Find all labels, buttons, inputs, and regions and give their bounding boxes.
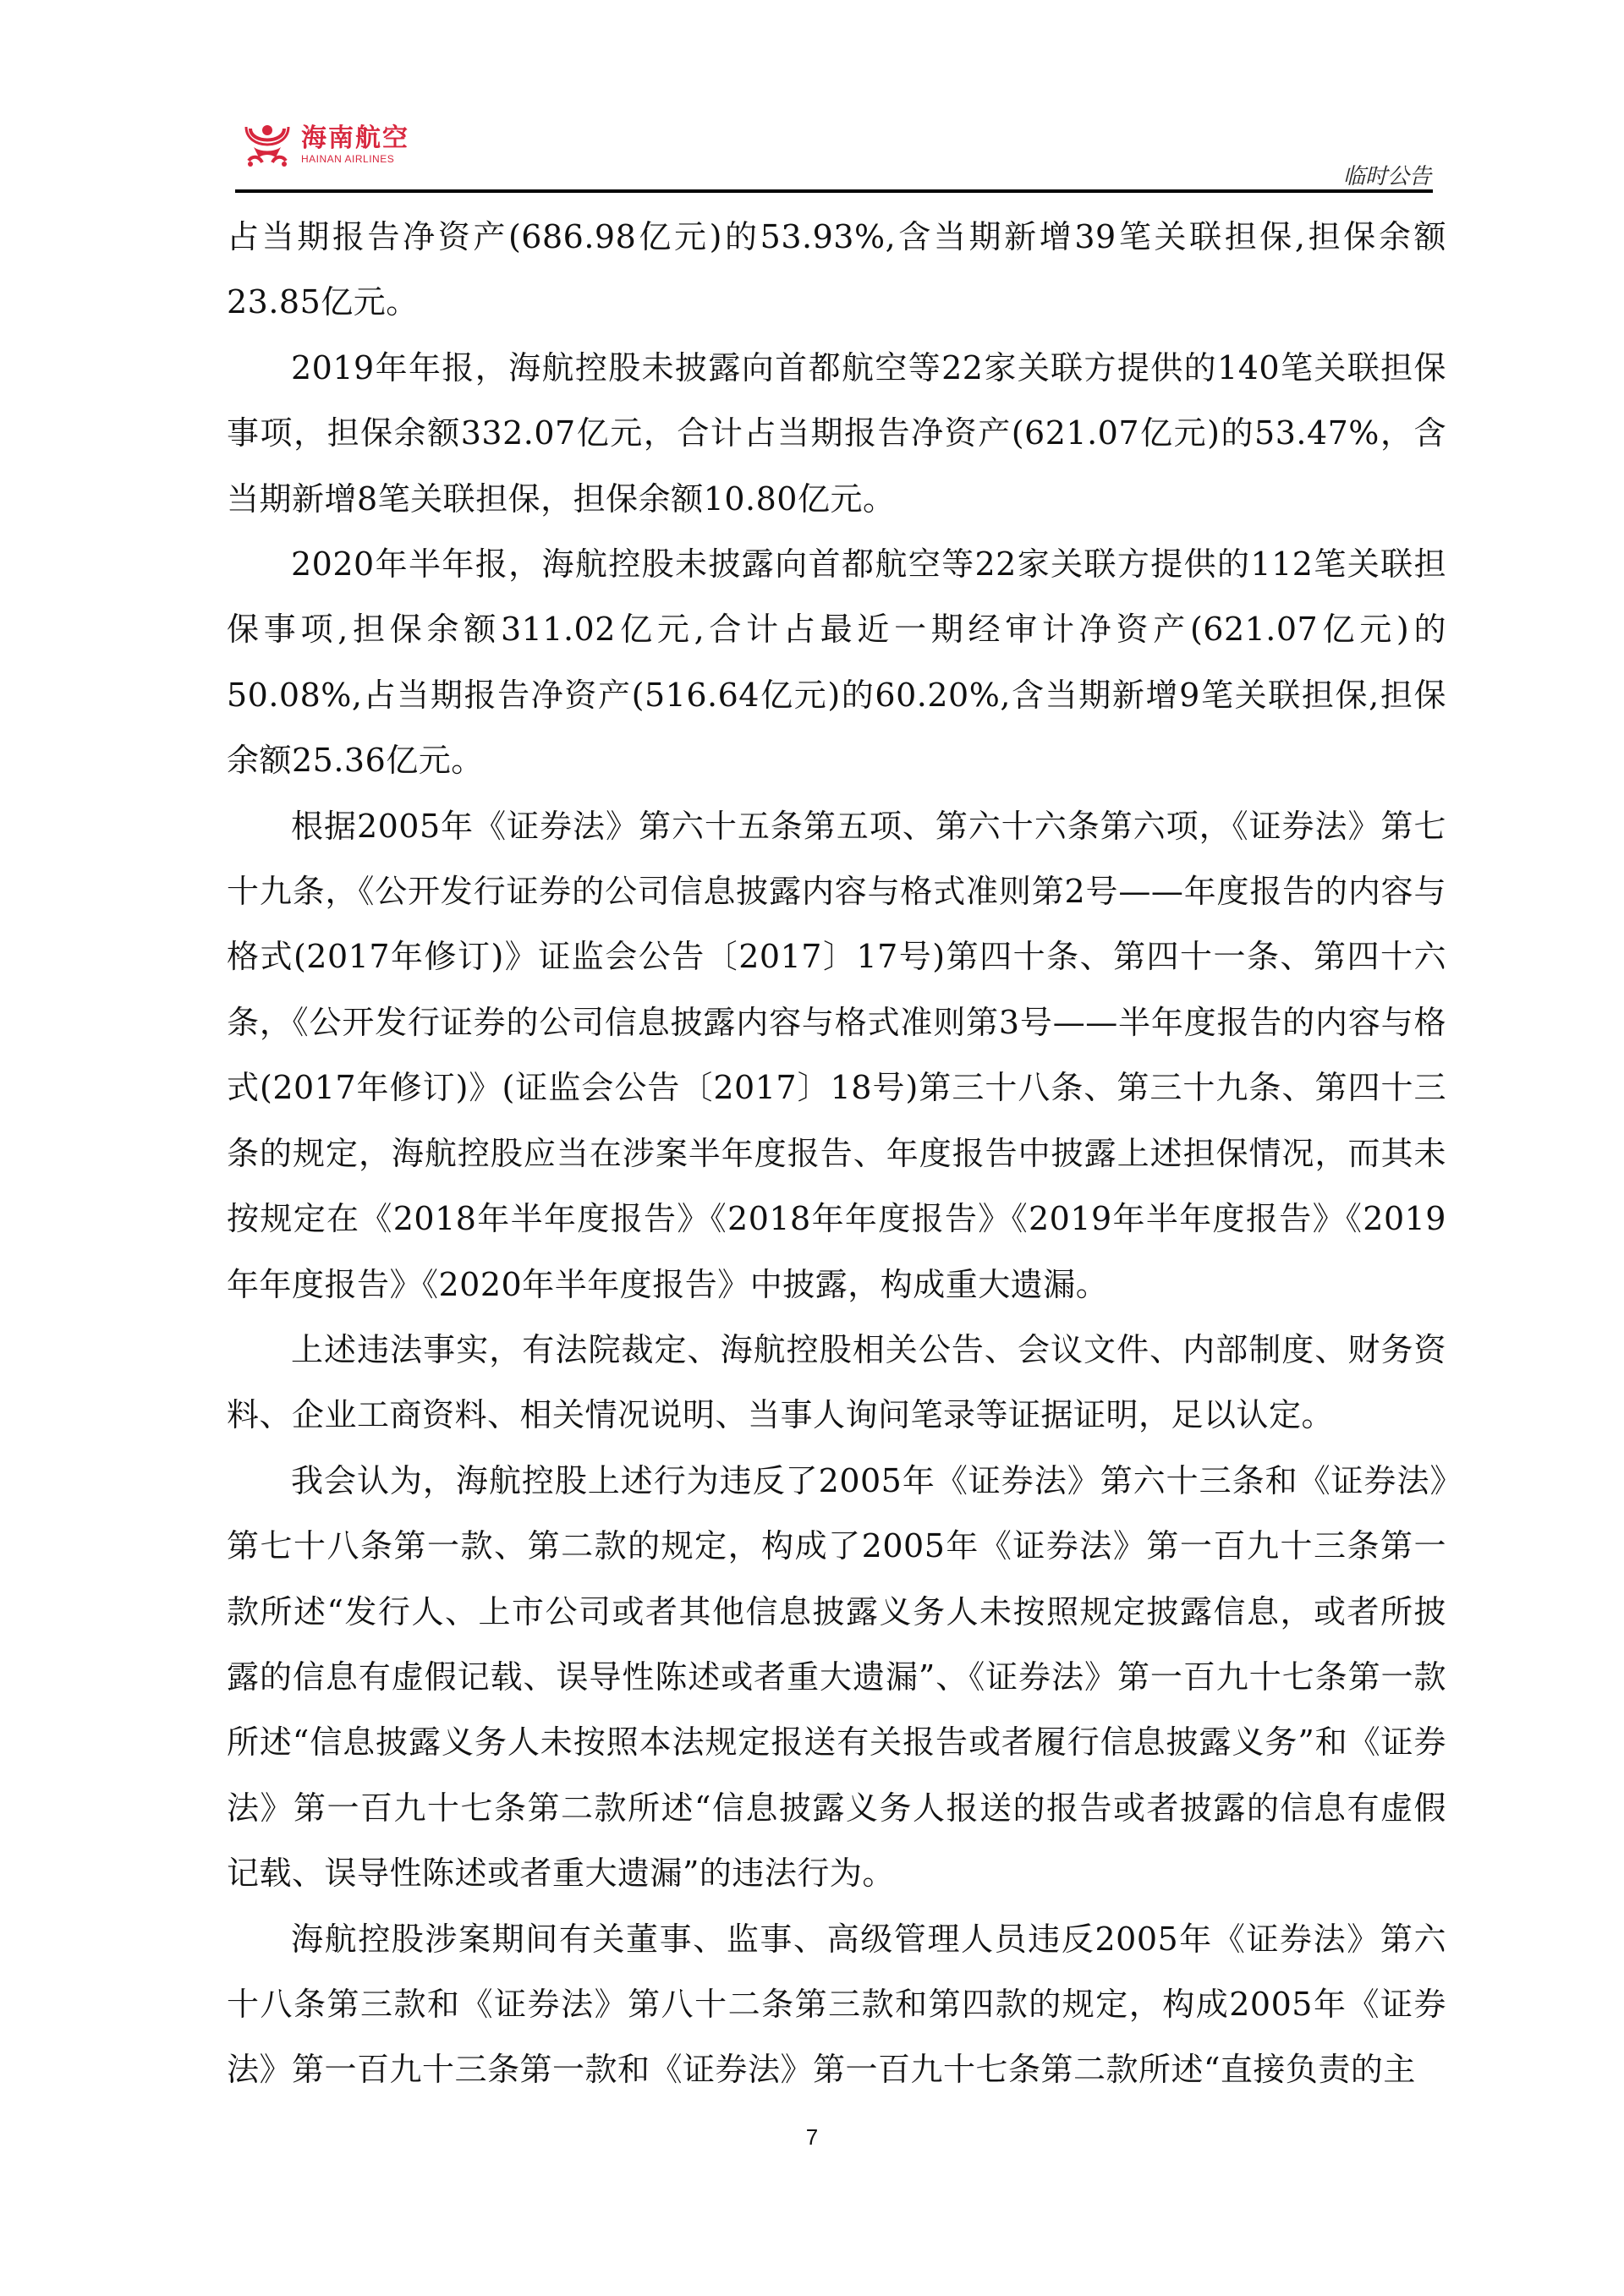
paragraph: 海航控股涉案期间有关董事、监事、高级管理人员违反2005年《证券法》第六十八条第三款和《证券法》第八十二条第三款和第四款的规定，构成2005年《证券法》第一百九十三条第一款和《证券法》第一百九十七条第二款所述“直接负责的主	[227, 1920, 1446, 2089]
paragraph: 上述违法事实，有法院裁定、海航控股相关公告、会议文件、内部制度、财务资料、企业工商资料、相关情况说明、当事人询问笔录等证据证明，足以认定。	[227, 1330, 1446, 1434]
document-body	[227, 205, 1446, 2103]
logo-english-name: HAINAN AIRLINES	[301, 153, 395, 165]
hainan-airlines-logo	[242, 118, 409, 171]
paragraph: 根据2005年《证券法》第六十五条第五项、第六十六条第六项，《证券法》第七十九条，《公开发行证券的公司信息披露内容与格式准则第2号——年度报告的内容与格式(2017年修订)》证监会公告〔2017〕17号)第四十条、第四十一条、第四十六条，《公开发行证券的公司信息披露内容与格式准则第3号——半年度报告的内容与格式(2017年修订)》(证监会公告〔2017〕18号)第三十八条、第三十九条、第四十三条的规定，海航控股应当在涉案半年度报告、年度报告中披露上述担保情况，而其未按规定在《2018年半年度报告》《2018年年度报告》《2019年半年度报告》《2019年年度报告》《2020年半年度报告》中披露，构成重大遗漏。	[227, 807, 1446, 1303]
paragraph: 我会认为，海航控股上述行为违反了2005年《证券法》第六十三条和《证券法》第七十八条第一款、第二款的规定，构成了2005年《证券法》第一百九十三条第一款所述“发行人、上市公司或者其他信息披露义务人未按照规定披露信息，或者所披露的信息有虚假记载、误导性陈述或者重大遗漏”、《证券法》第一百九十七条第一款所述“信息披露义务人未按照本法规定报送有关报告或者履行信息披露义务”和《证券法》第一百九十七条第二款所述“信息披露义务人报送的报告或者披露的信息有虚假记载、误导性陈述或者重大遗漏”的违法行为。	[227, 1461, 1446, 1893]
document-type-label: 临时公告	[1342, 164, 1431, 189]
paragraph: 2019年年报，海航控股未披露向首都航空等22家关联方提供的140笔关联担保事项，担保余额332.07亿元，合计占当期报告净资产(621.07亿元)的53.47%，含当期新增8笔关联担保，担保余额10.80亿元。	[227, 348, 1446, 518]
header-divider	[235, 189, 1433, 193]
paragraph: 2020年半年报，海航控股未披露向首都航空等22家关联方提供的112笔关联担保事项,担保余额311.02亿元,合计占最近一期经审计净资产(621.07亿元)的50.08%,占当期报告净资产(516.64亿元)的60.20%,含当期新增9笔关联担保,担保余额25.36亿元。	[227, 545, 1446, 780]
page-header	[227, 118, 1446, 196]
page-number: 7	[805, 2124, 819, 2150]
paragraph: 占当期报告净资产(686.98亿元)的53.93%,含当期新增39笔关联担保,担保余额23.85亿元。	[227, 218, 1446, 321]
logo-chinese-name: 海南航空	[301, 123, 409, 153]
hainan-airlines-emblem-icon	[242, 118, 293, 171]
